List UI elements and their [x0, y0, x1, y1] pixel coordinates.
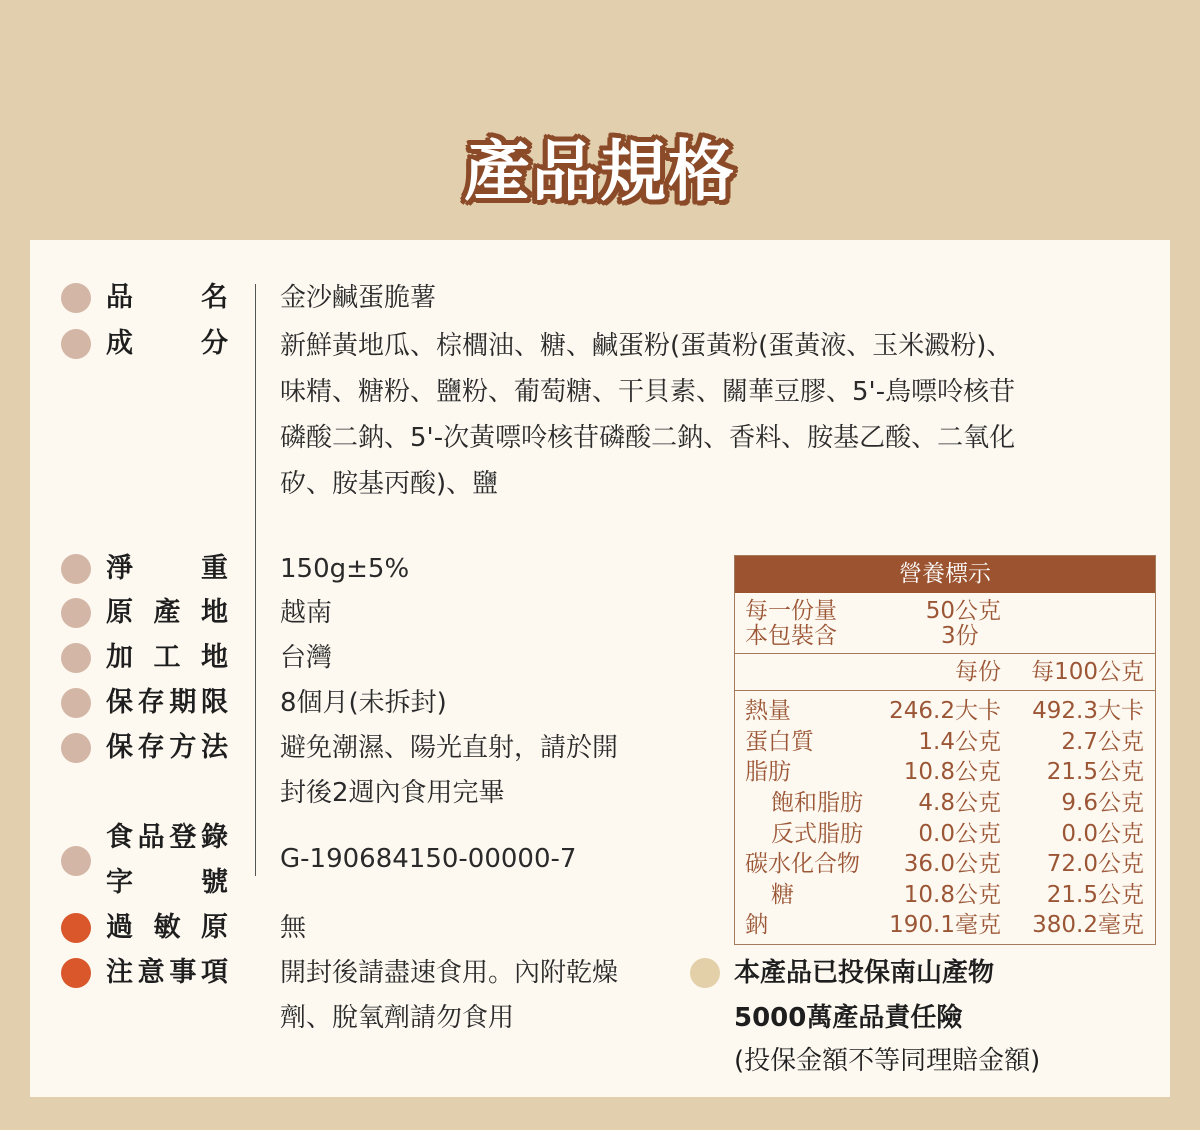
nutrient-name: 熱量: [745, 698, 791, 724]
notes-line: 開封後請盡速食用。內附乾燥: [280, 958, 619, 988]
alert-dot: [61, 958, 91, 988]
bullet-dot: [61, 688, 91, 718]
nutrient-per-serving: 36.0公克: [903, 851, 1001, 877]
nutrition-divider: [735, 653, 1155, 654]
storage-line: 避免潮濕、陽光直射，請於開: [280, 733, 619, 763]
col-per-100g: 每100公克: [1031, 659, 1144, 685]
label-shelf-life: 保存期限: [106, 687, 228, 718]
serving-size-value: 50公克: [925, 598, 1001, 624]
nutrient-name: 糖: [771, 882, 794, 908]
nutrient-per-serving: 1.4公克: [918, 729, 1001, 755]
nutrient-name: 脂肪: [745, 759, 791, 785]
bullet-dot: [61, 329, 91, 359]
label-processing: 加工地: [106, 642, 228, 673]
spec-card: [30, 240, 1170, 1097]
alert-dot: [61, 913, 91, 943]
bullet-dot: [61, 554, 91, 584]
spec-divider: [255, 284, 256, 876]
insurance-line3: (投保金額不等同理賠金額): [734, 1046, 1041, 1076]
bullet-dot: [61, 643, 91, 673]
label-registration-2: 字號: [106, 867, 228, 898]
nutrition-table: [734, 555, 1156, 945]
label-notes: 注意事項: [106, 957, 228, 988]
ingredients-line: 矽、胺基丙酸)、鹽: [280, 469, 499, 499]
nutrient-name: 蛋白質: [745, 729, 814, 755]
nutrient-per-serving: 4.8公克: [918, 790, 1001, 816]
notes-line: 劑、脫氧劑請勿食用: [280, 1003, 515, 1033]
ingredients-line: 新鮮黃地瓜、棕櫚油、糖、鹹蛋粉(蛋黃粉(蛋黃液、玉米澱粉)、: [280, 331, 1013, 361]
nutrient-per-serving: 10.8公克: [903, 759, 1001, 785]
bullet-dot: [61, 598, 91, 628]
bullet-dot: [61, 846, 91, 876]
nutrient-per-100g: 72.0公克: [1046, 851, 1144, 877]
nutrient-per-100g: 0.0公克: [1061, 821, 1144, 847]
value-registration: G-190684150-00000-7: [280, 844, 577, 874]
nutrient-per-100g: 9.6公克: [1061, 790, 1144, 816]
storage-line: 封後2週內食用完畢: [280, 778, 505, 808]
nutrient-name: 飽和脂肪: [771, 790, 863, 816]
nutrition-divider: [735, 690, 1155, 691]
bullet-dot: [61, 733, 91, 763]
value-net-weight: 150g±5%: [280, 554, 410, 584]
label-origin: 原產地: [106, 597, 228, 628]
page-title: 產品規格: [464, 133, 736, 210]
value-processing: 台灣: [280, 643, 333, 673]
nutrient-per-serving: 10.8公克: [903, 882, 1001, 908]
label-net-weight: 淨重: [106, 553, 228, 584]
nutrient-name: 鈉: [745, 912, 768, 938]
label-storage: 保存方法: [106, 732, 228, 763]
ingredients-line: 磷酸二鈉、5'-次黃嘌呤核苷磷酸二鈉、香料、胺基乙酸、二氧化: [280, 423, 1016, 453]
nutrient-per-serving: 190.1毫克: [889, 912, 1001, 938]
nutrition-header: 營養標示: [735, 556, 1155, 593]
servings-value: 3份: [941, 623, 979, 649]
nutrient-per-serving: 246.2大卡: [889, 698, 1001, 724]
ingredients-line: 味精、糖粉、鹽粉、葡萄糖、干貝素、關華豆膠、5'-鳥嘌呤核苷: [280, 377, 1016, 407]
label-name: 品名: [106, 282, 228, 313]
nutrient-per-100g: 21.5公克: [1046, 759, 1144, 785]
insurance-line1: 本產品已投保南山產物: [734, 958, 995, 988]
nutrient-name: 反式脂肪: [771, 821, 863, 847]
col-per-serving: 每份: [955, 659, 1001, 685]
servings-label: 本包裝含: [745, 623, 837, 649]
nutrient-per-100g: 2.7公克: [1061, 729, 1144, 755]
nutrient-per-100g: 380.2毫克: [1032, 912, 1144, 938]
serving-size-label: 每一份量: [745, 598, 837, 624]
value-name: 金沙鹹蛋脆薯: [280, 283, 437, 313]
label-allergen: 過敏原: [106, 912, 228, 943]
value-allergen: 無: [280, 913, 307, 943]
nutrient-per-100g: 21.5公克: [1046, 882, 1144, 908]
nutrient-per-100g: 492.3大卡: [1032, 698, 1144, 724]
value-shelf-life: 8個月(未拆封): [280, 688, 447, 718]
label-ingredients: 成分: [106, 328, 228, 359]
nutrient-per-serving: 0.0公克: [918, 821, 1001, 847]
bullet-dot: [61, 283, 91, 313]
value-origin: 越南: [280, 598, 333, 628]
insurance-line2: 5000萬產品責任險: [734, 1003, 963, 1033]
nutrient-name: 碳水化合物: [745, 851, 860, 877]
insurance-dot: [690, 958, 720, 988]
label-registration-1: 食品登錄: [106, 822, 228, 853]
